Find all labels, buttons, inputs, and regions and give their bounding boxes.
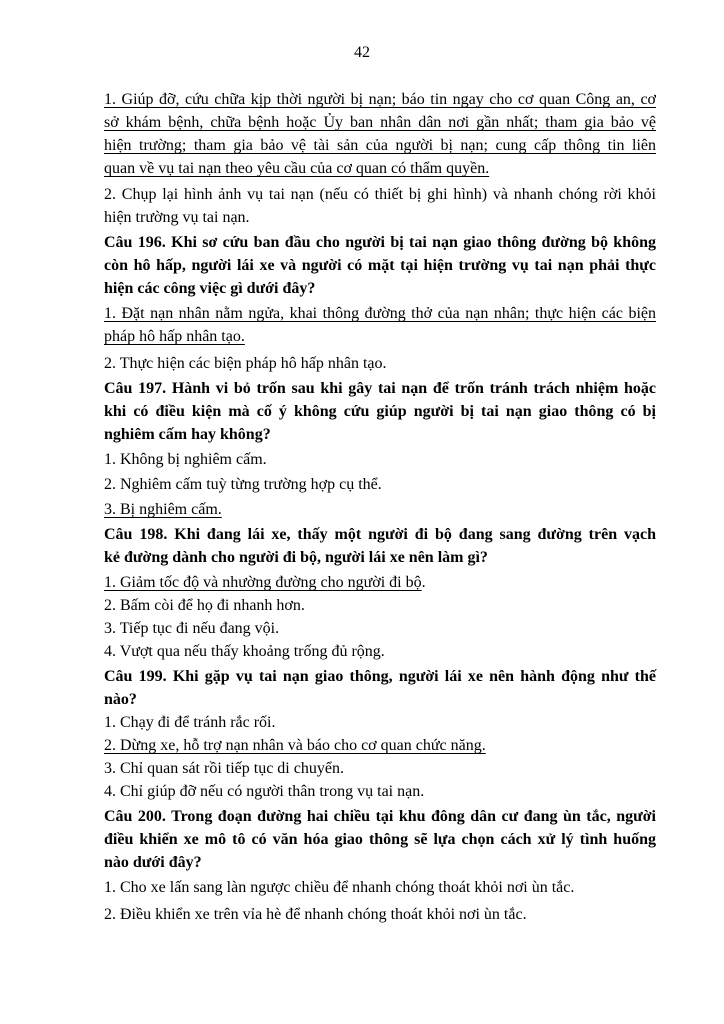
q198-answer-2: 2. Bấm còi để họ đi nhanh hơn. — [104, 597, 305, 614]
q200-answer-1: 1. Cho xe lấn sang làn ngược chiều để nhanh chóng thoát khỏi nơi ùn tắc. — [104, 879, 575, 896]
q198-answer-1-period: . — [421, 574, 426, 591]
question-line: còn hô hấp, người lái xe và người có mặt tại hiện trường vụ tai nạn phải thực — [104, 257, 656, 274]
page-content — [104, 80, 656, 926]
question-line: khi có điều kiện mà cố ý không cứu giúp người bị tai nạn giao thông có bị — [104, 403, 656, 420]
question-line: Câu 197. Hành vi bỏ trốn sau khi gây tai nạn để trốn tránh trách nhiệm hoặc — [104, 380, 656, 397]
q198-answer-4: 4. Vượt qua nếu thấy khoảng trống đủ rộng. — [104, 643, 385, 660]
answer-line: 1. Giúp đỡ, cứu chữa kịp thời người bị nạn; báo tin ngay cho cơ quan Công an, cơ — [104, 91, 656, 108]
question-line: Câu 196. Khi sơ cứu ban đầu cho người bị tai nạn giao thông đường bộ không — [104, 234, 656, 251]
q198-answer-3: 3. Tiếp tục đi nếu đang vội. — [104, 620, 280, 637]
q198-answer-1 — [104, 571, 656, 594]
question-197 — [104, 377, 656, 446]
question-line: hiện các công việc gì dưới đây? — [104, 280, 316, 297]
q200-answer-2: 2. Điều khiển xe trên vỉa hè để nhanh chóng thoát khỏi nơi ùn tắc. — [104, 906, 527, 923]
answer-line: 1. Đặt nạn nhân nằm ngửa, khai thông đường thở của nạn nhân; thực hiện các biện — [104, 305, 656, 322]
prev-answer-1 — [104, 88, 656, 180]
question-line: Câu 199. Khi gặp vụ tai nạn giao thông, người lái xe nên hành động như thế — [104, 668, 656, 685]
q199-answer-1: 1. Chạy đi để tránh rắc rối. — [104, 714, 276, 731]
question-line: Câu 200. Trong đoạn đường hai chiều tại khu đông dân cư đang ùn tắc, người — [104, 808, 656, 825]
answer-line: hiện trường vụ tai nạn. — [104, 209, 250, 226]
question-199 — [104, 665, 656, 711]
answer-line: quan về vụ tai nạn theo yêu cầu của cơ quan có thẩm quyền. — [104, 160, 490, 177]
answer-line: sở khám bệnh, chữa bệnh hoặc Ủy ban nhân dân nơi gần nhất; tham gia bảo vệ — [104, 114, 656, 131]
q197-answer-3: 3. Bị nghiêm cấm. — [104, 501, 222, 518]
prev-answer-2 — [104, 183, 656, 229]
answer-line: pháp hô hấp nhân tạo. — [104, 328, 245, 345]
q199-answer-2: 2. Dừng xe, hỗ trợ nạn nhân và báo cho cơ quan chức năng. — [104, 737, 486, 754]
answer-line: 2. Chụp lại hình ảnh vụ tai nạn (nếu có thiết bị ghi hình) và nhanh chóng rời khỏi — [104, 186, 656, 203]
question-196 — [104, 231, 656, 300]
question-line: nào? — [104, 691, 137, 708]
question-line: Câu 198. Khi đang lái xe, thấy một người đi bộ đang sang đường trên vạch — [104, 526, 656, 543]
q199-answer-4: 4. Chỉ giúp đỡ nếu có người thân trong vụ tai nạn. — [104, 783, 425, 800]
q197-answer-1: 1. Không bị nghiêm cấm. — [104, 451, 267, 468]
question-line: điều khiển xe mô tô có văn hóa giao thông sẽ lựa chọn cách xử lý tình huống — [104, 831, 656, 848]
q197-answer-2: 2. Nghiêm cấm tuỳ từng trường hợp cụ thể. — [104, 476, 382, 493]
page-number: 42 — [354, 44, 370, 61]
question-line: kẻ đường dành cho người đi bộ, người lái xe nên làm gì? — [104, 549, 488, 566]
question-198 — [104, 523, 656, 569]
q198-answer-1-text: 1. Giảm tốc độ và nhường đường cho người đi bộ — [104, 574, 422, 591]
q196-answer-1 — [104, 302, 656, 348]
question-line: nào dưới đây? — [104, 854, 202, 871]
q199-answer-3: 3. Chỉ quan sát rồi tiếp tục di chuyển. — [104, 760, 344, 777]
q196-answer-2: 2. Thực hiện các biện pháp hô hấp nhân tạo. — [104, 355, 387, 372]
question-line: nghiêm cấm hay không? — [104, 426, 271, 443]
question-200 — [104, 805, 656, 874]
answer-line: hiện trường; tham gia bảo vệ tài sản của người bị nạn; cung cấp thông tin liên — [104, 137, 656, 154]
